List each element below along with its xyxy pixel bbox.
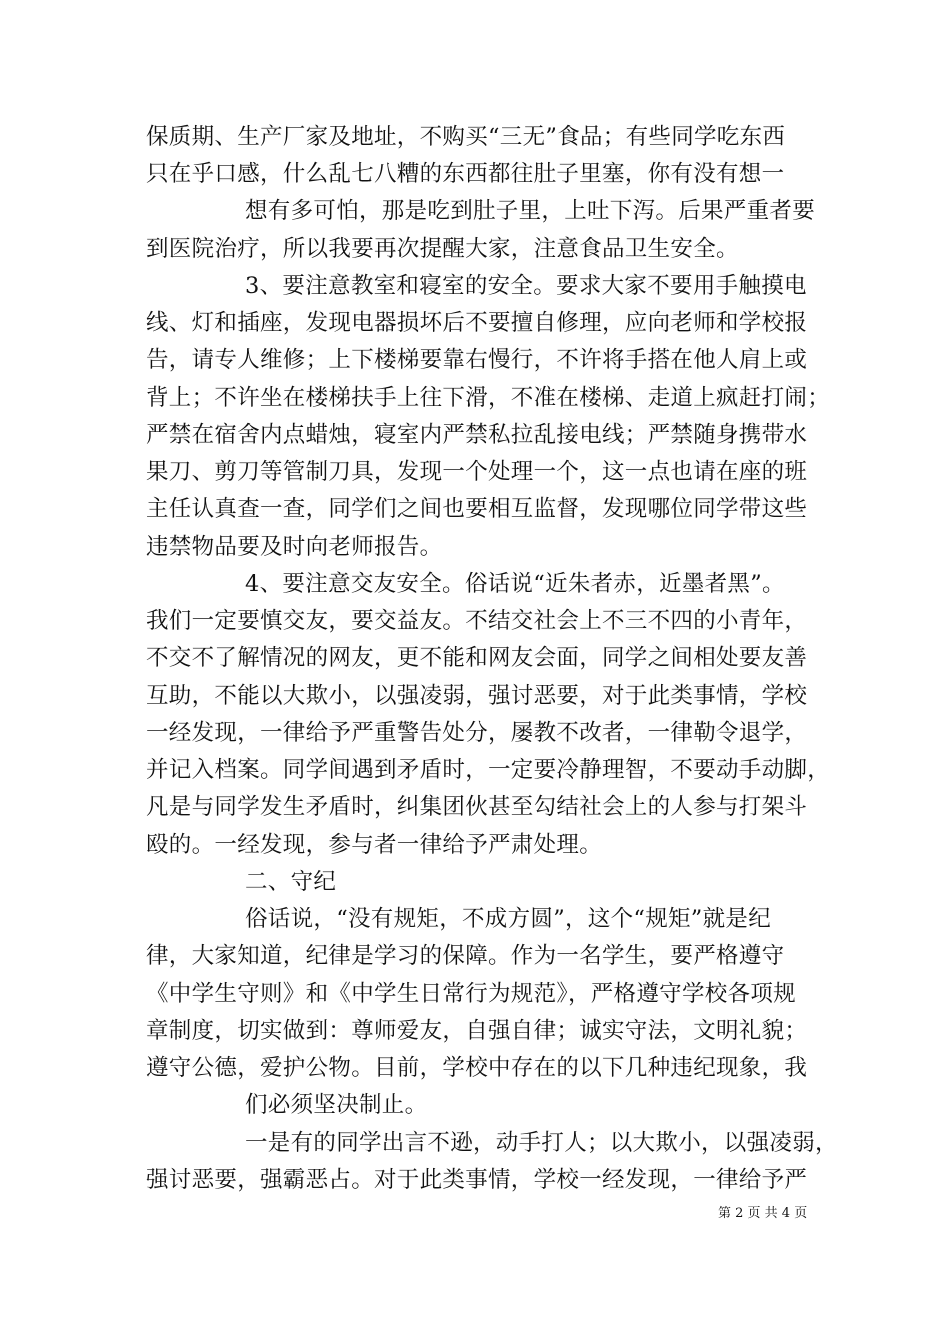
- text-line: 一是有的同学出言不逊，动手打人；以大欺小，以强凌弱，: [245, 1130, 838, 1156]
- text-line: 背上；不许坐在楼梯扶手上往下滑，不准在楼梯、走道上疯赶打闹；: [146, 385, 831, 411]
- text-line: 我们一定要慎交友，要交益友。不结交社会上不三不四的小青年，: [146, 608, 808, 634]
- text-line: 保质期、生产厂家及地址，不购买“三无”食品；有些同学吃东西: [146, 124, 786, 150]
- page-number-footer: 第 2 页 共 4 页: [718, 1206, 808, 1221]
- text-line: 们必须坚决制止。: [245, 1092, 428, 1118]
- text-line: 主任认真查一查，同学们之间也要相互监督，发现哪位同学带这些: [146, 496, 808, 522]
- text-line: 凡是与同学发生矛盾时，纠集团伙甚至勾结社会上的人参与打架斗: [146, 794, 808, 820]
- text-line: 只在乎口感，什么乱七八糟的东西都往肚子里塞，你有没有想一: [146, 161, 785, 187]
- text-line: 并记入档案。同学间遇到矛盾时，一定要冷静理智，不要动手动脚，: [146, 757, 831, 783]
- text-line: 3、要注意教室和寝室的安全。要求大家不要用手触摸电: [245, 273, 807, 299]
- text-line: 《中学生守则》和《中学生日常行为规范》，严格遵守学校各项规: [146, 981, 796, 1007]
- text-line: 线、灯和插座，发现电器损坏后不要擅自修理，应向老师和学校报: [146, 310, 808, 336]
- section-heading: 二、守纪: [245, 869, 337, 895]
- text-line: 不交不了解情况的网友，更不能和网友会面，同学之间相处要友善: [146, 645, 808, 671]
- text-line: 遵守公德，爱护公物。目前，学校中存在的以下几种违纪现象，我: [146, 1055, 808, 1081]
- text-line: 强讨恶要，强霸恶占。对于此类事情，学校一经发现，一律给予严: [146, 1167, 808, 1193]
- text-line: 互助，不能以大欺小，以强凌弱，强讨恶要，对于此类事情，学校: [146, 683, 808, 709]
- text-line: 殴的。一经发现，参与者一律给予严肃处理。: [146, 832, 603, 858]
- text-line: 章制度，切实做到：尊师爱友，自强自律；诚实守法，文明礼貌；: [146, 1018, 808, 1044]
- text-line: 俗话说，“没有规矩，不成方圆”，这个“规矩”就是纪: [245, 906, 772, 932]
- text-line: 想有多可怕，那是吃到肚子里，上吐下泻。后果严重者要: [245, 198, 816, 224]
- text-line: 果刀、剪刀等管制刀具，发现一个处理一个，这一点也请在座的班: [146, 459, 808, 485]
- text-line: 严禁在宿舍内点蜡烛，寝室内严禁私拉乱接电线；严禁随身携带水: [146, 422, 808, 448]
- text-line: 律，大家知道，纪律是学习的保障。作为一名学生，要严格遵守: [146, 943, 785, 969]
- text-line: 一经发现，一律给予严重警告处分，屡教不改者，一律勒令退学，: [146, 720, 808, 746]
- text-line: 违禁物品要及时向老师报告。: [146, 534, 443, 560]
- text-line: 4、要注意交友安全。俗话说“近朱者赤，近墨者黑”。: [245, 571, 785, 597]
- text-line: 告，请专人维修；上下楼梯要靠右慢行，不许将手搭在他人肩上或: [146, 347, 808, 373]
- text-line: 到医院治疗，所以我要再次提醒大家，注意食品卫生安全。: [146, 236, 739, 262]
